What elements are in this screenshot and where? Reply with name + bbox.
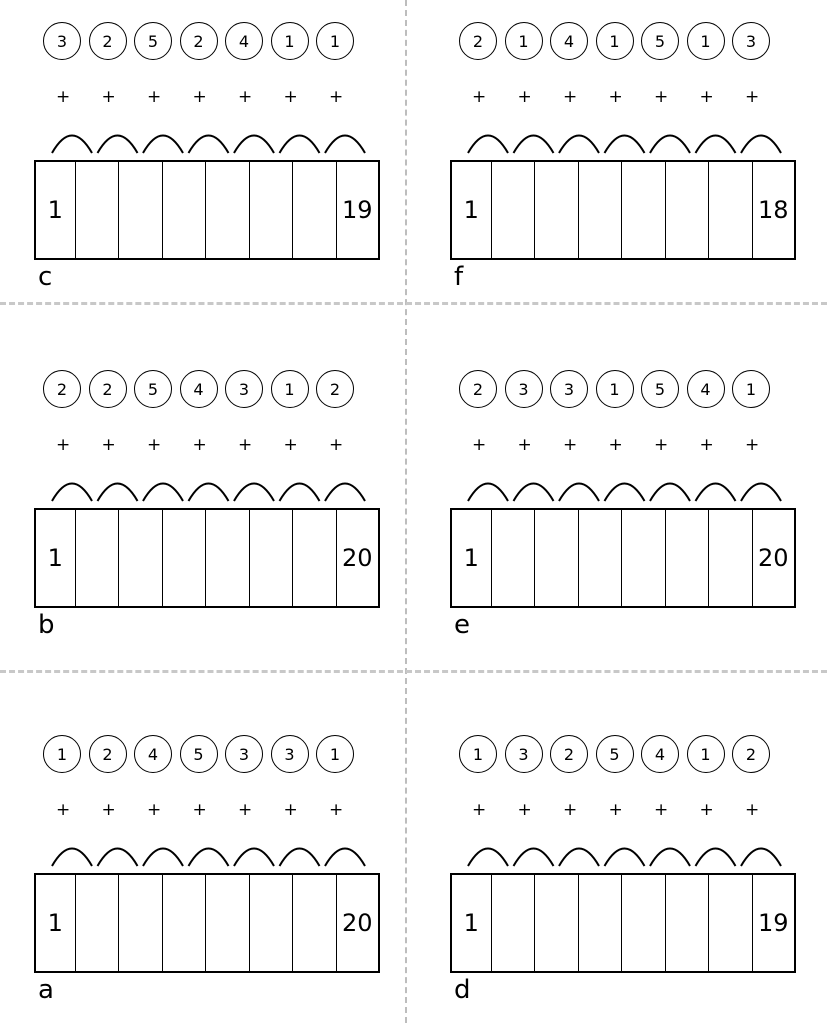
start-number: 1 <box>452 875 492 971</box>
addend-circle: 2 <box>180 22 218 60</box>
jump-arch <box>514 136 554 154</box>
jump-arch <box>98 849 138 867</box>
strip-cell <box>163 510 207 606</box>
strip-cell <box>579 875 623 971</box>
jump-arch <box>52 484 92 502</box>
jump-arch <box>605 136 645 154</box>
addend-circle: 2 <box>316 370 354 408</box>
addend-circle: 5 <box>134 22 172 60</box>
addend-circle: 2 <box>732 735 770 773</box>
jump-arch <box>189 849 229 867</box>
plus-sign: + <box>699 800 714 820</box>
jump-arch <box>189 136 229 154</box>
addend-circle: 3 <box>505 370 543 408</box>
plus-sign: + <box>238 435 253 455</box>
plus-sign: + <box>147 87 162 107</box>
addend-circle: 3 <box>732 22 770 60</box>
strip-cell <box>622 510 666 606</box>
plus-sign: + <box>329 800 344 820</box>
jump-arch <box>234 849 274 867</box>
strip-cell <box>709 875 753 971</box>
addend-circle: 3 <box>225 370 263 408</box>
jump-arch <box>650 484 690 502</box>
addend-circle: 5 <box>180 735 218 773</box>
jump-arch <box>559 136 599 154</box>
addend-circle: 1 <box>271 22 309 60</box>
number-line-panel-c <box>34 22 394 322</box>
jump-arch <box>143 849 183 867</box>
jump-arches <box>34 735 384 875</box>
panel-letter: c <box>38 262 53 292</box>
plus-sign: + <box>472 435 487 455</box>
plus-sign: + <box>563 87 578 107</box>
end-number: 20 <box>342 909 373 937</box>
strip-cell <box>492 875 536 971</box>
number-strip <box>450 508 796 608</box>
number-line-panel-d <box>450 735 810 1035</box>
strip-cell <box>622 162 666 258</box>
plus-sign: + <box>563 800 578 820</box>
plus-sign: + <box>283 800 298 820</box>
strip-cell <box>492 162 536 258</box>
plus-sign: + <box>745 800 760 820</box>
addend-circle: 5 <box>641 22 679 60</box>
plus-sign: + <box>608 800 623 820</box>
addend-circle: 2 <box>459 22 497 60</box>
end-number: 19 <box>758 909 789 937</box>
strip-cell <box>492 510 536 606</box>
jump-arch <box>514 484 554 502</box>
plus-sign: + <box>329 435 344 455</box>
jump-arches <box>450 22 800 162</box>
start-number: 1 <box>452 510 492 606</box>
plus-sign: + <box>654 800 669 820</box>
plus-sign: + <box>238 87 253 107</box>
plus-sign: + <box>699 435 714 455</box>
addend-circle: 1 <box>43 735 81 773</box>
addend-circle: 4 <box>134 735 172 773</box>
jump-arch <box>514 849 554 867</box>
strip-cell <box>293 162 337 258</box>
plus-sign: + <box>56 800 71 820</box>
plus-sign: + <box>654 87 669 107</box>
addend-circle: 4 <box>687 370 725 408</box>
jump-arch <box>741 484 781 502</box>
start-number: 1 <box>36 510 76 606</box>
strip-cell <box>206 510 250 606</box>
plus-sign: + <box>608 435 623 455</box>
panel-letter: b <box>38 610 55 640</box>
strip-cell <box>206 875 250 971</box>
jump-arch <box>98 484 138 502</box>
plus-sign: + <box>56 435 71 455</box>
strip-cell <box>666 875 710 971</box>
jump-arches <box>450 370 800 510</box>
jump-arch <box>280 136 320 154</box>
strip-cell <box>250 510 294 606</box>
strip-cell <box>622 875 666 971</box>
number-strip <box>34 508 380 608</box>
start-number: 1 <box>36 162 76 258</box>
number-line-panel-e <box>450 370 810 670</box>
strip-cell <box>666 162 710 258</box>
jump-arch <box>741 136 781 154</box>
plus-sign: + <box>517 800 532 820</box>
panel-letter: f <box>454 262 464 292</box>
plus-sign: + <box>101 800 116 820</box>
strip-cell <box>293 875 337 971</box>
plus-sign: + <box>238 800 253 820</box>
addend-circle: 5 <box>641 370 679 408</box>
jump-arch <box>280 849 320 867</box>
jump-arch <box>143 484 183 502</box>
addend-circle: 1 <box>459 735 497 773</box>
strip-cell <box>666 510 710 606</box>
jump-arch <box>325 136 365 154</box>
start-number: 1 <box>36 875 76 971</box>
strip-cell <box>119 510 163 606</box>
number-line-panel-a <box>34 735 394 1035</box>
addend-circle: 1 <box>316 735 354 773</box>
number-strip <box>34 873 380 973</box>
plus-sign: + <box>147 800 162 820</box>
plus-sign: + <box>472 87 487 107</box>
addend-circle: 2 <box>89 22 127 60</box>
plus-sign: + <box>283 435 298 455</box>
end-number: 20 <box>342 544 373 572</box>
addend-circle: 3 <box>505 735 543 773</box>
addend-circle: 2 <box>89 735 127 773</box>
jump-arch <box>559 849 599 867</box>
addend-circle: 3 <box>550 370 588 408</box>
plus-sign: + <box>192 800 207 820</box>
end-number: 20 <box>758 544 789 572</box>
jump-arch <box>234 136 274 154</box>
jump-arch <box>325 849 365 867</box>
strip-cell <box>76 875 120 971</box>
addend-circle: 3 <box>43 22 81 60</box>
addend-circle: 1 <box>596 370 634 408</box>
plus-sign: + <box>56 87 71 107</box>
addend-circle: 4 <box>180 370 218 408</box>
jump-arch <box>696 849 736 867</box>
plus-sign: + <box>654 435 669 455</box>
plus-sign: + <box>699 87 714 107</box>
strip-cell <box>119 162 163 258</box>
strip-cell <box>76 510 120 606</box>
jump-arch <box>696 136 736 154</box>
jump-arches <box>34 22 384 162</box>
number-strip <box>34 160 380 260</box>
number-line-panel-f <box>450 22 810 322</box>
addend-circle: 1 <box>505 22 543 60</box>
jump-arches <box>450 735 800 875</box>
addend-circle: 2 <box>89 370 127 408</box>
jump-arch <box>98 136 138 154</box>
strip-cell <box>709 162 753 258</box>
addend-circle: 2 <box>550 735 588 773</box>
jump-arch <box>468 849 508 867</box>
jump-arch <box>189 484 229 502</box>
jump-arch <box>143 136 183 154</box>
start-number: 1 <box>452 162 492 258</box>
jump-arch <box>52 136 92 154</box>
strip-cell <box>206 162 250 258</box>
jump-arch <box>741 849 781 867</box>
jump-arch <box>468 136 508 154</box>
plus-sign: + <box>745 87 760 107</box>
number-strip <box>450 873 796 973</box>
panel-letter: a <box>38 975 54 1005</box>
plus-sign: + <box>101 435 116 455</box>
strip-cell <box>535 510 579 606</box>
addend-circle: 2 <box>43 370 81 408</box>
end-number: 18 <box>758 196 789 224</box>
jump-arch <box>650 849 690 867</box>
vertical-divider <box>405 0 407 1023</box>
addend-circle: 4 <box>225 22 263 60</box>
plus-sign: + <box>472 800 487 820</box>
panel-letter: e <box>454 610 470 640</box>
jump-arch <box>325 484 365 502</box>
jump-arch <box>468 484 508 502</box>
jump-arch <box>52 849 92 867</box>
addend-circle: 1 <box>596 22 634 60</box>
horizontal-divider-2 <box>0 670 827 673</box>
strip-cell <box>709 510 753 606</box>
addend-circle: 5 <box>134 370 172 408</box>
plus-sign: + <box>517 435 532 455</box>
plus-sign: + <box>283 87 298 107</box>
strip-cell <box>76 162 120 258</box>
strip-cell <box>250 875 294 971</box>
number-strip <box>450 160 796 260</box>
strip-cell <box>535 162 579 258</box>
plus-sign: + <box>329 87 344 107</box>
plus-sign: + <box>608 87 623 107</box>
jump-arch <box>234 484 274 502</box>
strip-cell <box>250 162 294 258</box>
addend-circle: 1 <box>687 735 725 773</box>
addend-circle: 1 <box>732 370 770 408</box>
plus-sign: + <box>192 435 207 455</box>
strip-cell <box>579 162 623 258</box>
strip-cell <box>163 875 207 971</box>
addend-circle: 5 <box>596 735 634 773</box>
addend-circle: 3 <box>225 735 263 773</box>
addend-circle: 1 <box>316 22 354 60</box>
addend-circle: 3 <box>271 735 309 773</box>
strip-cell <box>163 162 207 258</box>
plus-sign: + <box>745 435 760 455</box>
number-line-panel-b <box>34 370 394 670</box>
jump-arch <box>605 484 645 502</box>
jump-arch <box>559 484 599 502</box>
strip-cell <box>119 875 163 971</box>
addend-circle: 2 <box>459 370 497 408</box>
plus-sign: + <box>517 87 532 107</box>
addend-circle: 4 <box>641 735 679 773</box>
plus-sign: + <box>147 435 162 455</box>
plus-sign: + <box>192 87 207 107</box>
strip-cell <box>535 875 579 971</box>
addend-circle: 1 <box>687 22 725 60</box>
jump-arch <box>650 136 690 154</box>
jump-arches <box>34 370 384 510</box>
plus-sign: + <box>563 435 578 455</box>
plus-sign: + <box>101 87 116 107</box>
jump-arch <box>605 849 645 867</box>
addend-circle: 1 <box>271 370 309 408</box>
panel-letter: d <box>454 975 471 1005</box>
end-number: 19 <box>342 196 373 224</box>
strip-cell <box>293 510 337 606</box>
jump-arch <box>696 484 736 502</box>
strip-cell <box>579 510 623 606</box>
addend-circle: 4 <box>550 22 588 60</box>
jump-arch <box>280 484 320 502</box>
